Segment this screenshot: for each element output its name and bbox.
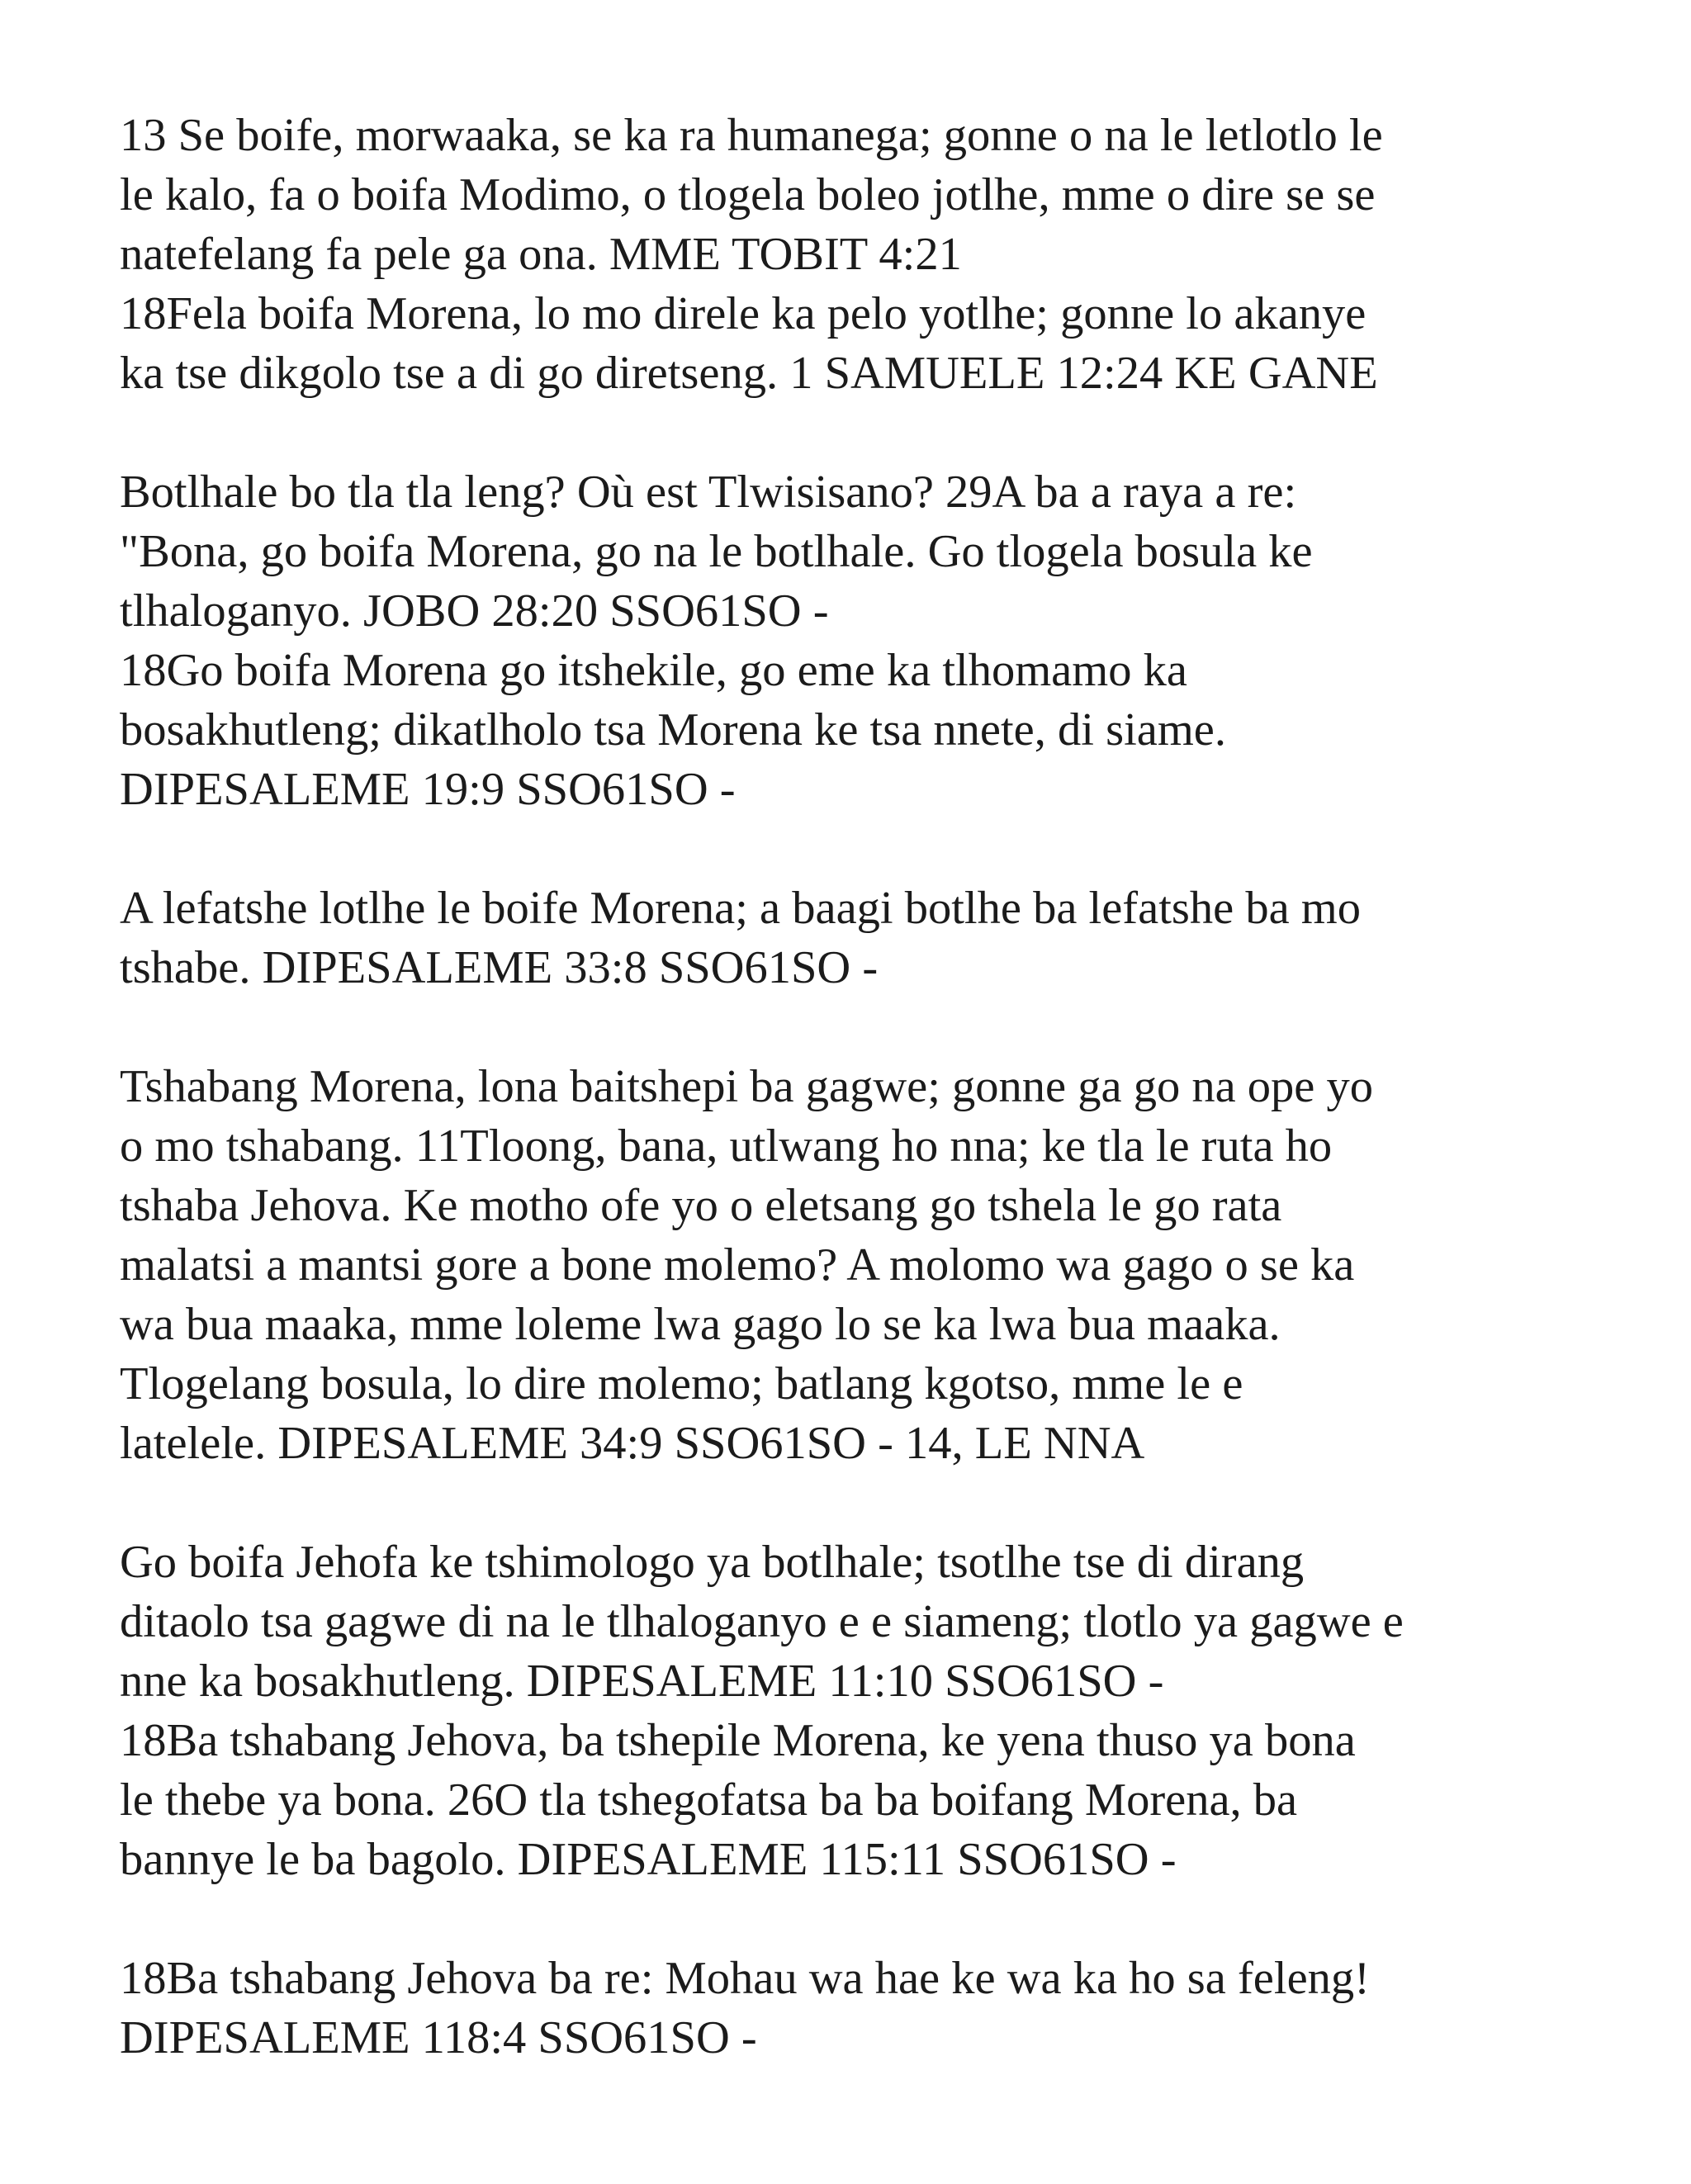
text-line: latelele. DIPESALEME 34:9 SSO61SO - 14, LE NNA: [120, 1418, 1145, 1469]
text-line: 18Ba tshabang Jehova ba re: Mohau wa hae ke wa ka ho sa feleng!: [120, 1953, 1370, 2004]
text-line: 13 Se boife, morwaaka, se ka ra humanega; gonne o na le letlotlo le: [120, 110, 1383, 161]
document-page: [120, 106, 1606, 2068]
text-line: natefelang fa pele ga ona. MME TOBIT 4:21: [120, 229, 962, 280]
paragraph-dipesaleme-33: [120, 879, 1606, 997]
text-line: nne ka bosakhutleng. DIPESALEME 11:10 SSO61SO -: [120, 1656, 1164, 1707]
text-line: bannye le ba bagolo. DIPESALEME 115:11 SSO61SO -: [120, 1834, 1177, 1885]
text-line: A lefatshe lotlhe le boife Morena; a baagi botlhe ba lefatshe ba mo: [120, 883, 1361, 934]
text-line: ka tse dikgolo tse a di go diretseng. 1 SAMUELE 12:24 KE GANE: [120, 348, 1378, 399]
text-line: bosakhutleng; dikatlholo tsa Morena ke tsa nnete, di siame.: [120, 704, 1226, 756]
text-line: tshaba Jehova. Ke motho ofe yo o eletsang go tshela le go rata: [120, 1180, 1282, 1231]
paragraph-dipesaleme-34: [120, 1057, 1606, 1473]
text-line: le thebe ya bona. 26O tla tshegofatsa ba ba boifang Morena, ba: [120, 1774, 1298, 1826]
text-line: DIPESALEME 19:9 SSO61SO -: [120, 764, 736, 815]
text-line: "Bona, go boifa Morena, go na le botlhale. Go tlogela bosula ke: [120, 526, 1313, 577]
text-line: Botlhale bo tla tla leng? Où est Tlwisisano? 29A ba a raya a re:: [120, 467, 1297, 518]
text-line: DIPESALEME 118:4 SSO61SO -: [120, 2012, 757, 2063]
paragraph-tobit-samuele: [120, 106, 1606, 403]
text-line: wa bua maaka, mme loleme lwa gago lo se ka lwa bua maaka.: [120, 1299, 1281, 1350]
text-line: 18Go boifa Morena go itshekile, go eme ka tlhomamo ka: [120, 645, 1187, 696]
text-line: 18Fela boifa Morena, lo mo direle ka pelo yotlhe; gonne lo akanye: [120, 288, 1367, 339]
text-line: malatsi a mantsi gore a bone molemo? A molomo wa gago o se ka: [120, 1239, 1355, 1291]
text-line: tlhaloganyo. JOBO 28:20 SSO61SO -: [120, 585, 829, 637]
text-line: o mo tshabang. 11Tloong, bana, utlwang ho nna; ke tla le ruta ho: [120, 1120, 1333, 1172]
text-line: Tlogelang bosula, lo dire molemo; batlang kgotso, mme le e: [120, 1358, 1243, 1409]
text-line: ditaolo tsa gagwe di na le tlhaloganyo e e siameng; tlotlo ya gagwe e: [120, 1596, 1404, 1647]
text-line: Tshabang Morena, lona baitshepi ba gagwe; gonne ga go na ope yo: [120, 1061, 1373, 1112]
text-line: Go boifa Jehofa ke tshimologo ya botlhale; tsotlhe tse di dirang: [120, 1537, 1305, 1588]
text-line: tshabe. DIPESALEME 33:8 SSO61SO -: [120, 942, 879, 993]
paragraph-dipesaleme-118: [120, 1949, 1606, 2068]
text-line: 18Ba tshabang Jehova, ba tshepile Morena, ke yena thuso ya bona: [120, 1715, 1356, 1766]
text-line: le kalo, fa o boifa Modimo, o tlogela boleo jotlhe, mme o dire se se: [120, 169, 1376, 220]
paragraph-jobo-dipesaleme-19: [120, 462, 1606, 819]
paragraph-dipesaleme-11-115: [120, 1533, 1606, 1889]
